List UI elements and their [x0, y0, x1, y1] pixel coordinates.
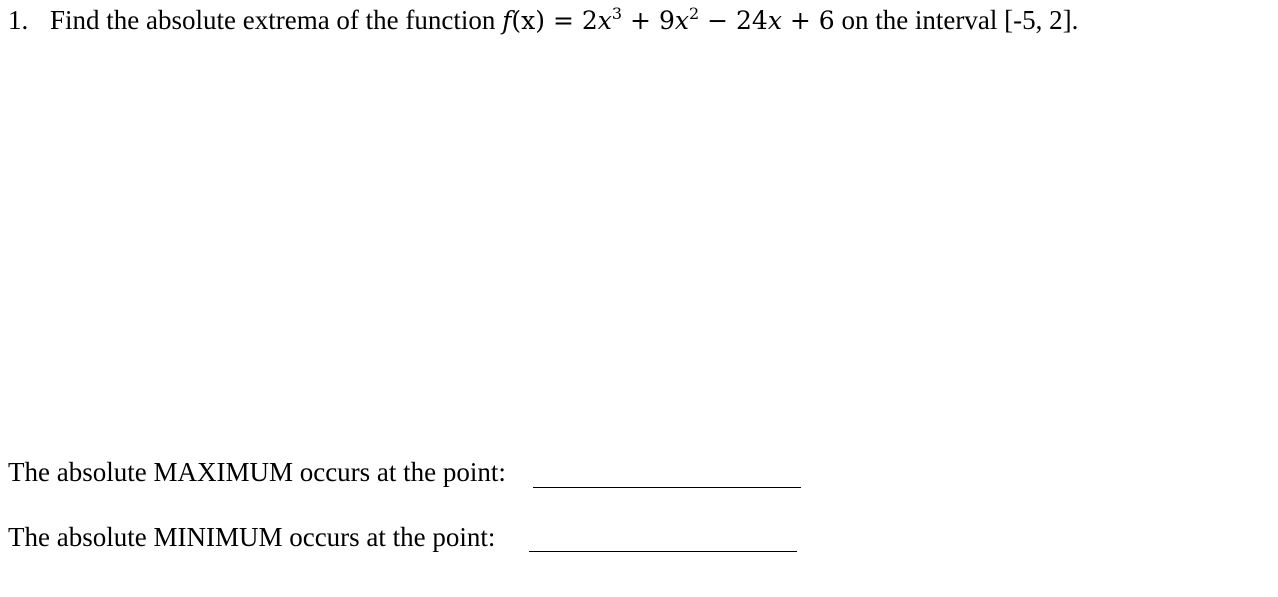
term1-coefficient: 2	[581, 6, 598, 35]
equals-sign: =	[552, 6, 574, 35]
operator-1: +	[630, 6, 651, 35]
term1-exponent: 3	[611, 4, 623, 23]
question-prompt-end: on the interval [-5, 2].	[841, 5, 1079, 35]
term3-coefficient: 24	[736, 6, 768, 35]
question-number: 1.	[8, 5, 29, 35]
term2-variable: x	[674, 6, 689, 35]
term2-exponent: 2	[688, 4, 700, 23]
function-argument: (x)	[511, 6, 546, 35]
function-name: f	[502, 6, 512, 35]
term1-variable: x	[597, 6, 612, 35]
min-answer-blank[interactable]	[529, 551, 797, 552]
term4-constant: 6	[818, 6, 835, 35]
question-prompt-start: Find the absolute extrema of the function	[50, 5, 496, 35]
min-answer-label: The absolute MINIMUM occurs at the point:	[8, 522, 496, 552]
max-answer-label: The absolute MAXIMUM occurs at the point:	[8, 457, 506, 487]
question-1	[8, 2, 1078, 39]
term2-coefficient: 9	[658, 6, 675, 35]
operator-2: −	[707, 6, 729, 35]
max-answer-blank[interactable]	[533, 487, 801, 488]
term3-variable: x	[767, 6, 782, 35]
operator-3: +	[789, 6, 811, 35]
function-expression	[502, 6, 835, 35]
